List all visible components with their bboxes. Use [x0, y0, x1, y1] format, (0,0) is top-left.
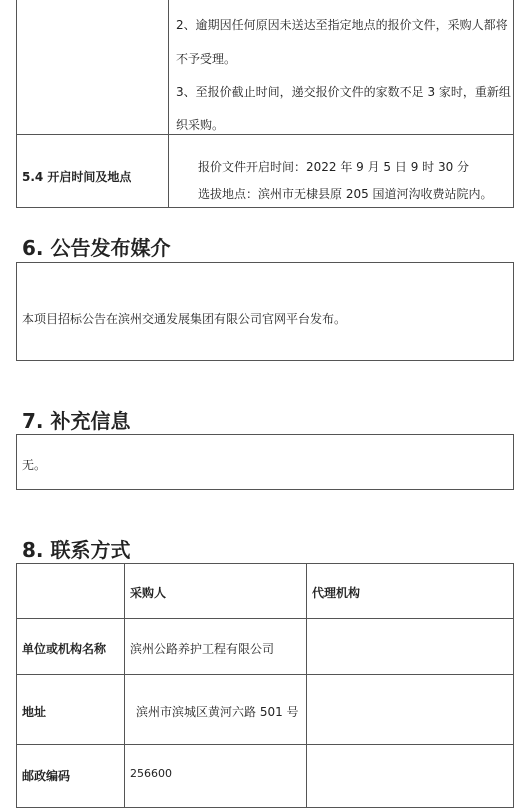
row-5-4-location: 选拔地点：滨州市无棣县原 205 国道河沟收费站院内。 [198, 187, 493, 201]
row-5-4-opening-time: 报价文件开启时间：2022 年 9 月 5 日 9 时 30 分 [198, 160, 470, 174]
rule-3-line-2: 织采购。 [176, 118, 225, 132]
section5-column-divider [168, 0, 169, 207]
contact-row-divider-1 [17, 618, 513, 619]
rule-3-line-1: 3、至报价截止时间，递交报价文件的家数不足 3 家时，重新组 [176, 85, 511, 99]
contact-row-divider-3 [17, 744, 513, 745]
contact-col-divider-1 [124, 564, 125, 808]
row-5-4-label: 5.4 开启时间及地点 [22, 170, 132, 184]
section-8-heading: 8. 联系方式 [22, 538, 131, 562]
buyer-postal-code: 256600 [130, 767, 172, 780]
contact-table [16, 563, 514, 808]
section7-box [16, 434, 514, 490]
contact-col-divider-2 [306, 564, 307, 808]
section-7-text: 无。 [22, 458, 47, 472]
buyer-organization-name: 滨州公路养护工程有限公司 [130, 642, 275, 656]
row-label-address: 地址 [22, 705, 47, 719]
contact-row-divider-2 [17, 674, 513, 675]
section-6-text: 本项目招标公告在滨州交通发展集团有限公司官网平台发布。 [22, 312, 347, 326]
section-6-heading: 6. 公告发布媒介 [22, 236, 171, 260]
column-header-agency: 代理机构 [312, 586, 361, 600]
buyer-address: 滨州市滨城区黄河六路 501 号 [136, 705, 299, 719]
row-label-postal-code: 邮政编码 [22, 769, 71, 783]
section-7-heading: 7. 补充信息 [22, 409, 131, 433]
column-header-buyer: 采购人 [130, 586, 167, 600]
rule-2-line-1: 2、逾期因任何原因未送达至指定地点的报价文件，采购人都将 [176, 18, 508, 32]
rule-2-line-2: 不予受理。 [176, 52, 237, 66]
section5-row-divider [17, 134, 513, 135]
row-label-organization: 单位或机构名称 [22, 642, 107, 656]
